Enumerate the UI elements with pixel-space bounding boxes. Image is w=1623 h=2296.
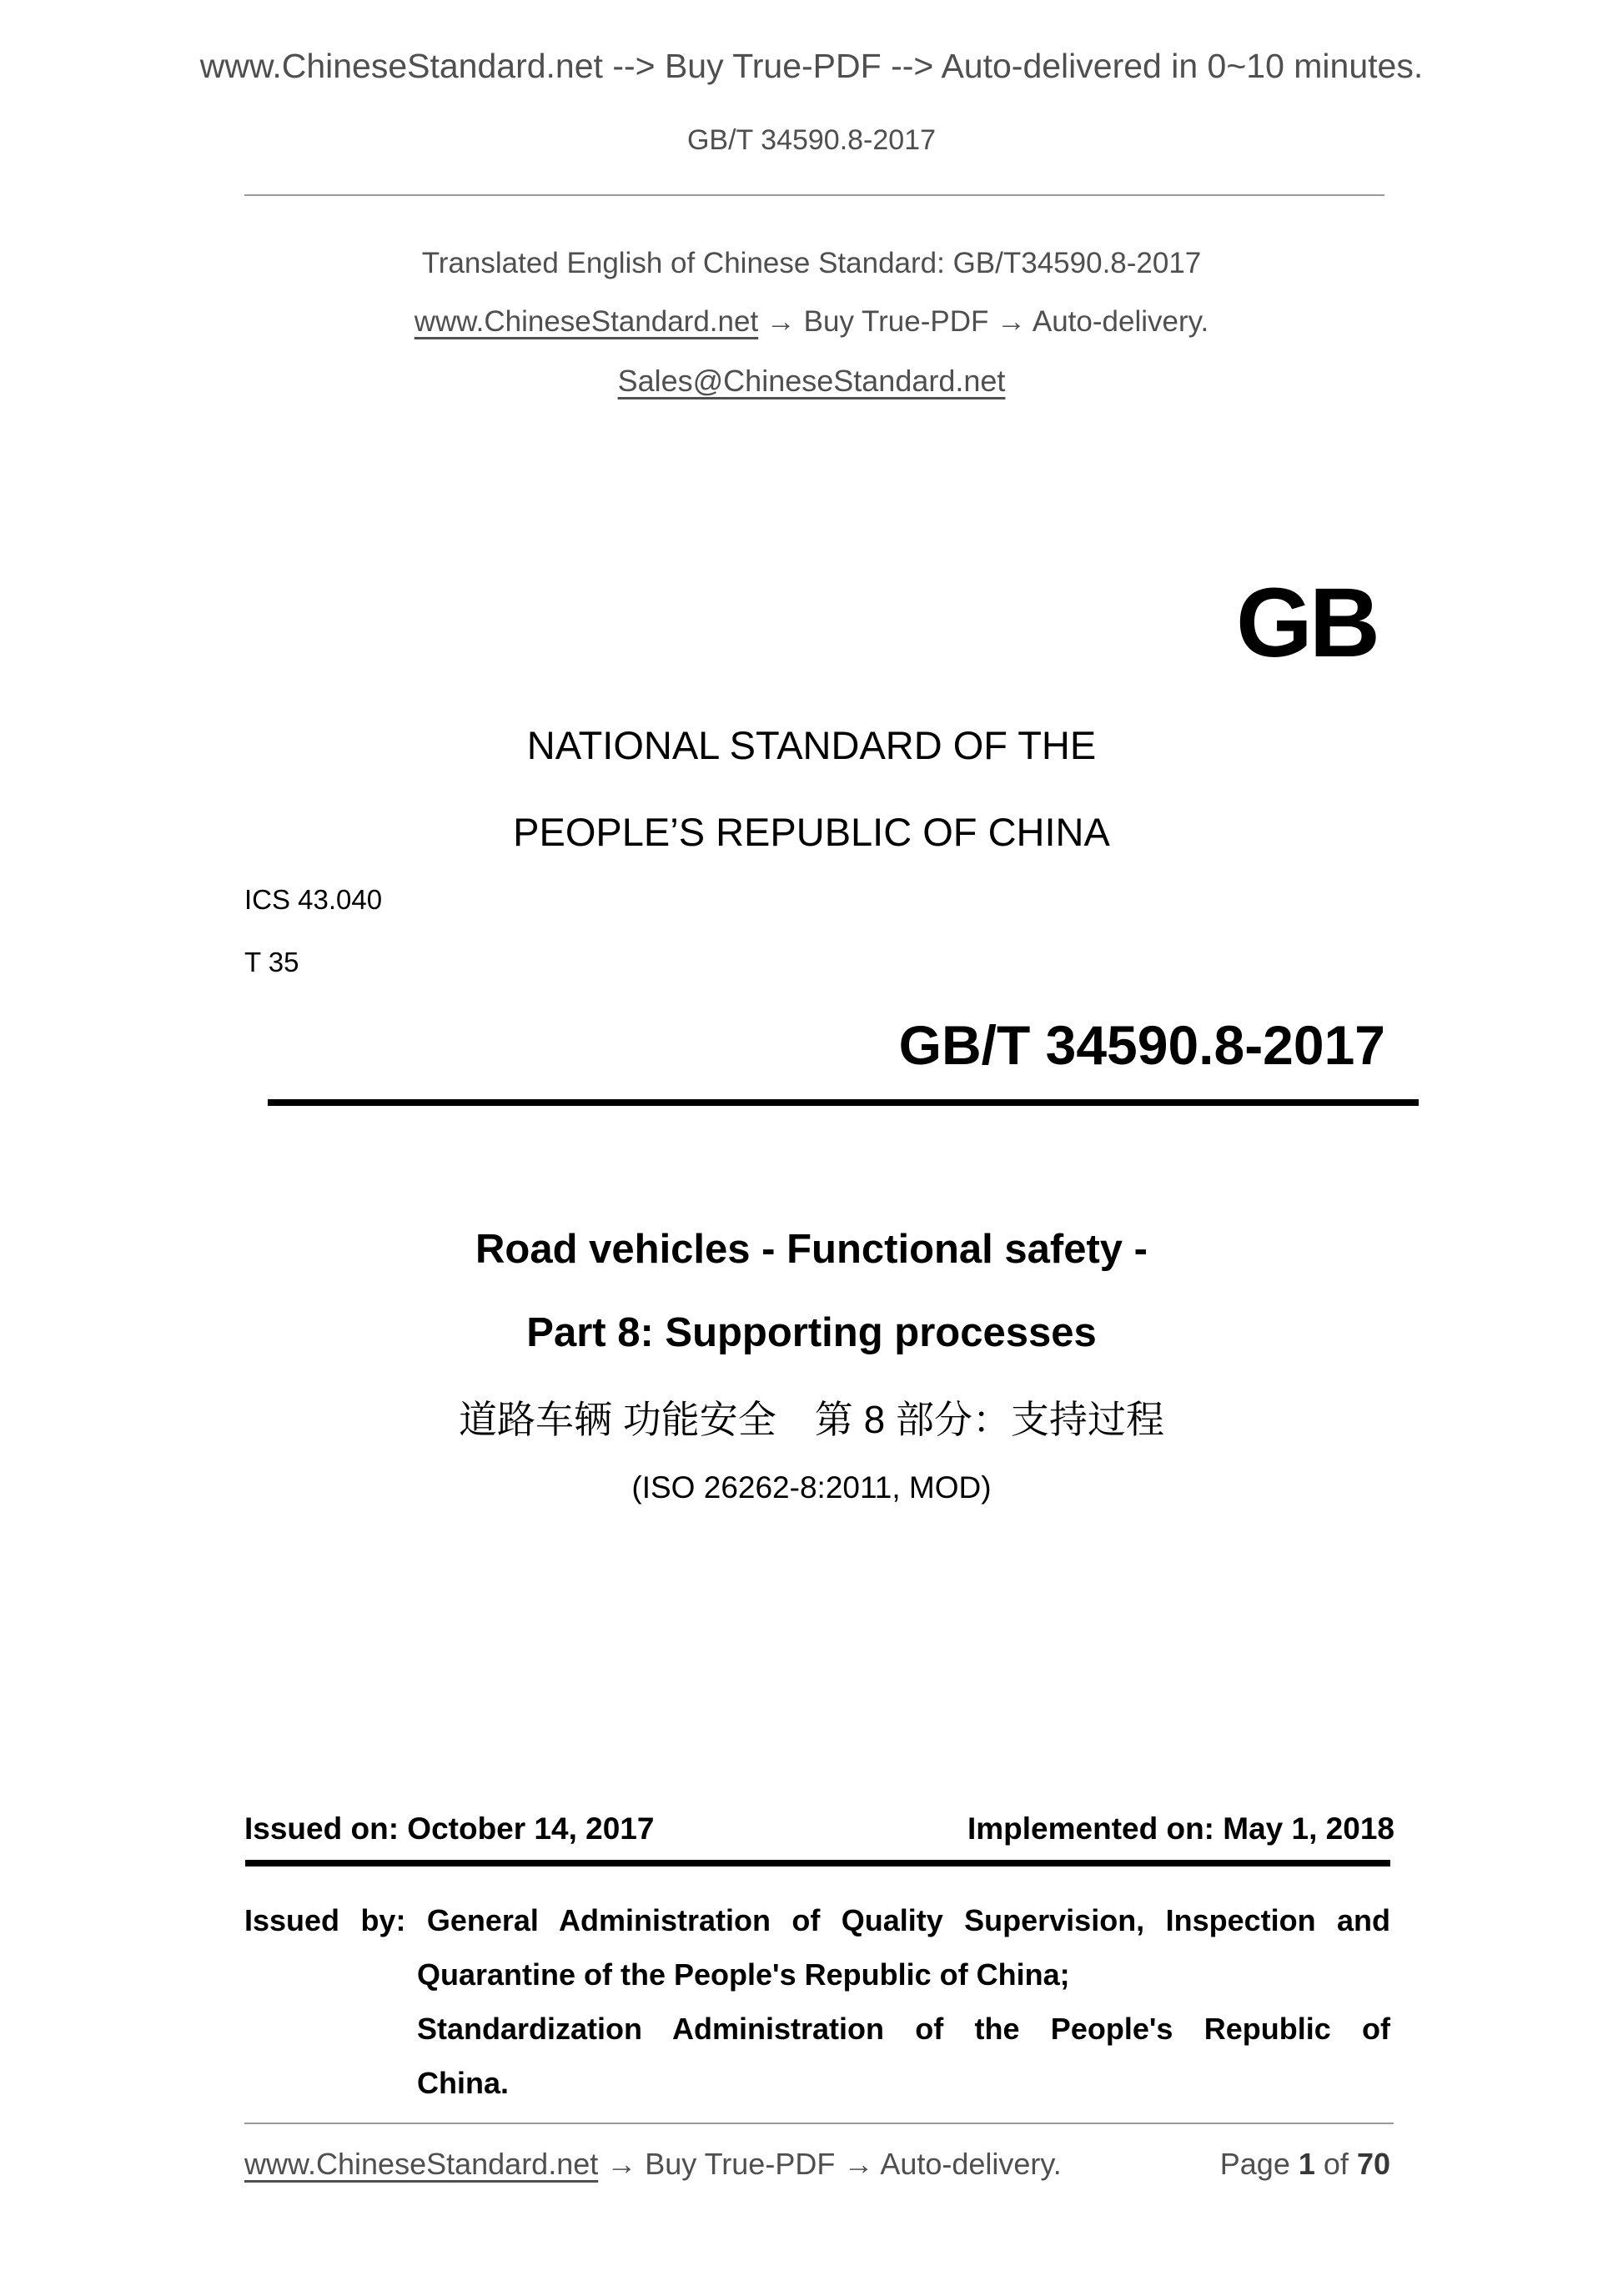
header-url-line: www.ChineseStandard.net --> Buy True-PDF --> Auto-delivered in 0~10 minutes. (199, 47, 1424, 85)
gb-logo: GB (1236, 568, 1377, 678)
intro-delivery-line (0, 305, 1623, 339)
t-classification: T 35 (244, 947, 299, 977)
dates-divider (245, 1860, 1390, 1866)
of-label: of (1323, 2147, 1349, 2181)
title-chinese: 道路车辆 功能安全 第 8 部分：支持过程 (459, 1398, 1164, 1441)
issued-by-line1: Issued by: General Administration of Quality Supervision, Inspection and (244, 1903, 1390, 1937)
issued-on-date: Issued on: October 14, 2017 (244, 1811, 655, 1846)
iso-reference: (ISO 26262-8:2011, MOD) (631, 1470, 992, 1505)
footer-delivery-rest: → Buy True-PDF → Auto-delivery. (598, 2147, 1062, 2181)
implemented-on-date: Implemented on: May 1, 2018 (967, 1811, 1394, 1846)
intro-site-link[interactable]: www.ChineseStandard.net (414, 305, 759, 338)
issued-by-line4: China. (417, 2066, 510, 2100)
header-divider (244, 194, 1384, 196)
header-doc-code: GB/T 34590.8-2017 (686, 124, 937, 156)
standard-number: GB/T 34590.8-2017 (898, 1014, 1385, 1076)
ics-code: ICS 43.040 (244, 884, 383, 915)
intro-email-row (0, 364, 1623, 399)
title-english-line1: Road vehicles - Functional safety - (475, 1227, 1148, 1272)
intro-translated-line: Translated English of Chinese Standard: GB/T34590.8-2017 (421, 247, 1202, 279)
national-standard-line2: PEOPLE’S REPUBLIC OF CHINA (513, 810, 1110, 854)
national-standard-line1: NATIONAL STANDARD OF THE (526, 723, 1097, 767)
page-indicator (1220, 2147, 1390, 2182)
sales-email-link[interactable]: Sales@ChineseStandard.net (617, 364, 1006, 398)
standard-number-divider (268, 1099, 1419, 1106)
footer-site-link[interactable]: www.ChineseStandard.net (244, 2147, 599, 2181)
page-label: Page (1219, 2147, 1290, 2181)
title-english-line2: Part 8: Supporting processes (526, 1310, 1097, 1355)
footer-divider (244, 2123, 1394, 2124)
intro-delivery-rest: → Buy True-PDF → Auto-delivery. (758, 305, 1209, 338)
page-total: 70 (1356, 2147, 1390, 2181)
footer-delivery-line (244, 2147, 1062, 2182)
issued-by-line3: Standardization Administration of the People's Republic of (417, 2012, 1390, 2046)
page-current: 1 (1298, 2147, 1315, 2181)
issued-by-line2: Quarantine of the People's Republic of China; (417, 1957, 1070, 1992)
